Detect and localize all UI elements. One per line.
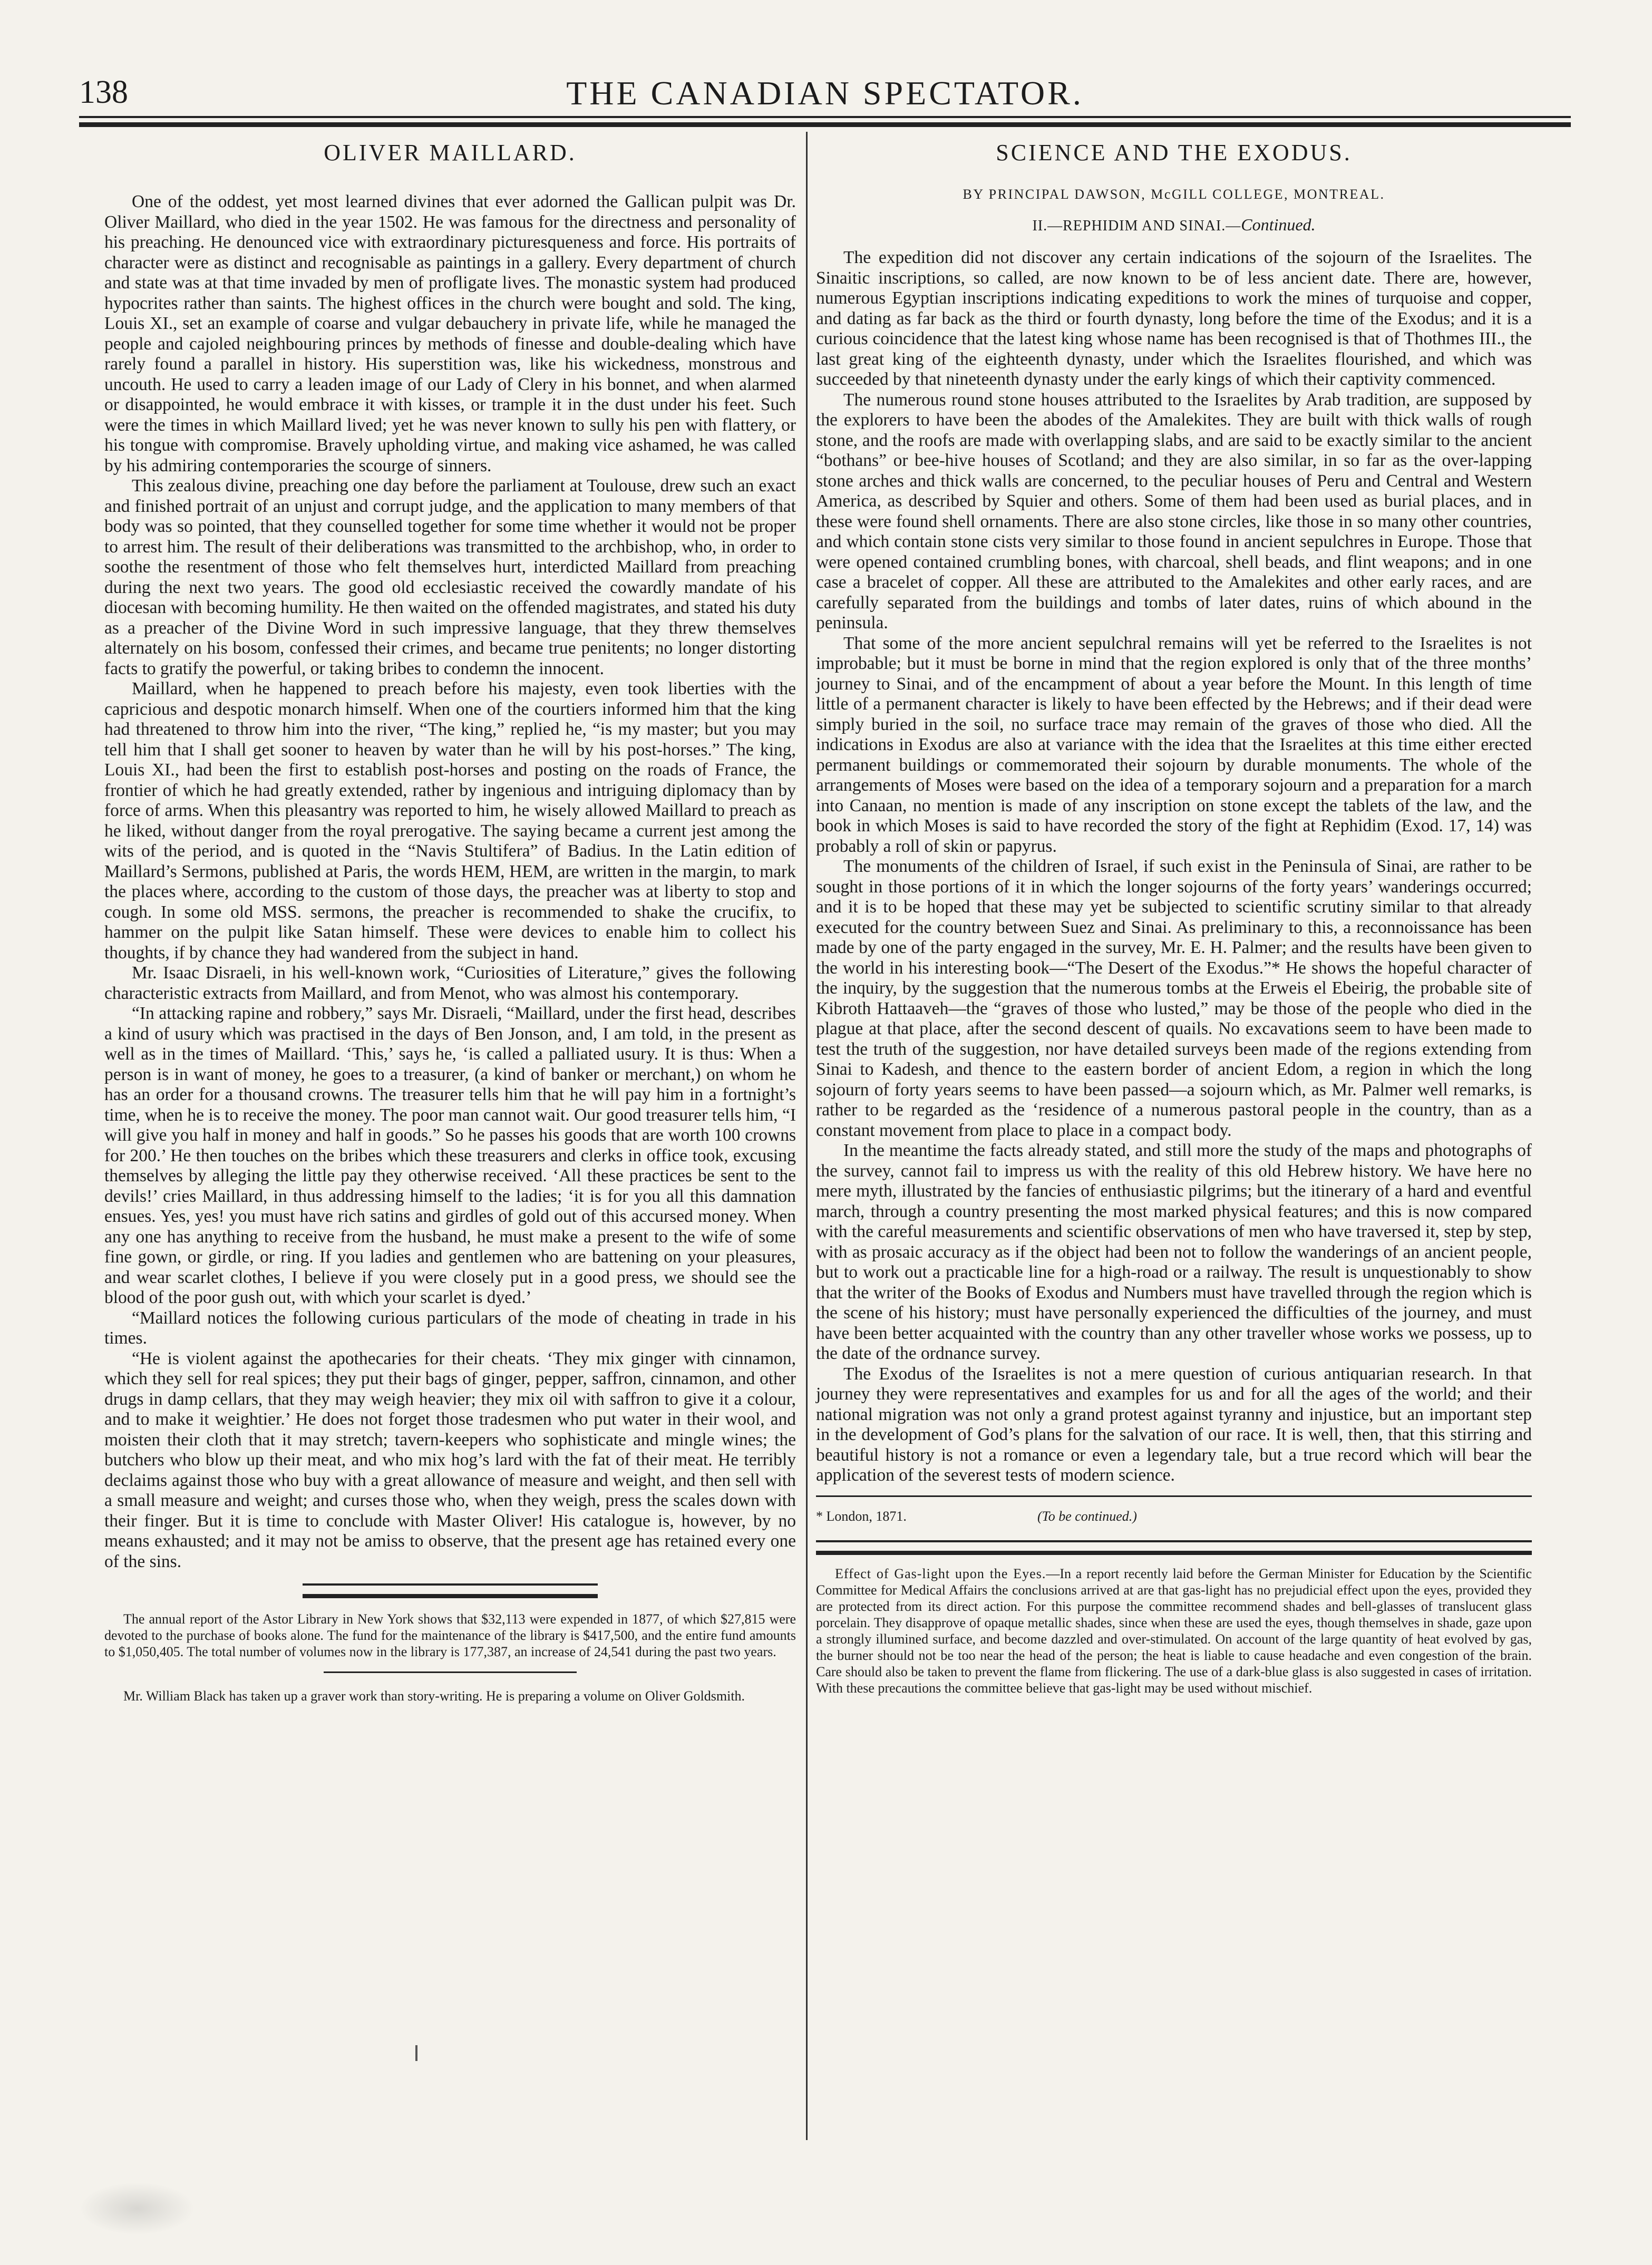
section-continued: Continued.	[1241, 215, 1316, 234]
section-separator	[303, 1583, 598, 1598]
page-number: 138	[79, 74, 128, 110]
column-divider	[806, 132, 808, 2140]
print-mark	[415, 2045, 417, 2061]
article-paragraph: That some of the more ancient sepulchral remains will yet be referred to the Israelites is not improbable; but it must be borne in mind that the region explored is only that of the three months’ journey to Sinai, and of the encampment of about a year before the Mount. In this length of time little of a permanent character is likely to have been effected by the Hebrews; and if their dead were simply buried in the soil, no surface trace may remain of the graves of those who died. All the indications in Exodus are also at variance with the idea that the Israelites at this time either erected permanent buildings or commemorated their sojourn by durable monuments. The whole of the arrangements of Moses were based on the idea of a temporary sojourn and a preparation for a march into Canaan, no mention is made of any inscription on stone except the tablets of the law, and the book in which Moses is said to have recorded the story of the fight at Rephidim (Exod. 17, 14) was probably a roll of skin or papyrus.	[816, 633, 1532, 856]
article-paragraph: The expedition did not discover any certain indications of the sojourn of the Israelites. The Sinaitic inscriptions, so called, are now known to be of less ancient date. There are, however, numerous Egyptian inscriptions indicating expeditions to work the mines of turquoise and copper, and dating as far back as the third or fourth dynasty, long before the time of the Exodus; and it is a curious coincidence that the latest king whose name has been recognised is that of Thothmes III., the last great king of the eighteenth dynasty, under which the Israelites flourished, and which was succeeded by that nineteenth dynasty under the early kings of which their captivity commenced.	[816, 248, 1532, 389]
footnote: * London, 1871.	[816, 1508, 907, 1524]
news-note-william-black	[104, 1688, 796, 1704]
left-column	[104, 137, 796, 1704]
article-title-maillard: OLIVER MAILLARD.	[324, 140, 577, 166]
article-paragraph: The Exodus of the Israelites is not a mere question of curious antiquarian research. In that journey they were representatives and examples for us and for all the ages of the world; and their national migration was not only a grand protest against tyranny and injustice, but an important step in the development of God’s plans for the salvation of our race. It is well, then, that this stirring and beautiful history is not a romance or even a legendary tale, but a true record which will bear the application of the severest tests of modern science.	[816, 1364, 1532, 1485]
footnote-row	[816, 1506, 1532, 1527]
note-paragraph: The annual report of the Astor Library in New York shows that $32,113 were expended in 1877, of which $27,815 were devoted to the purchase of books alone. The fund for the maintenance of the library is $417,500, and the entire fund amounts to $1,050,405. The total number of volumes now in the library is 177,387, an increase of 24,541 during the past two years.	[104, 1611, 796, 1659]
publication-title: THE CANADIAN SPECTATOR.	[566, 74, 1084, 112]
header-rule-thick	[79, 122, 1571, 127]
article-paragraph: Maillard, when he happened to preach before his majesty, even took liberties with the capricious and despotic monarch himself. When one of the courtiers informed him that the king had threatened to throw him into the river, “The king,” replied he, “is my master; but you may tell him that I shall get sooner to heaven by water than he will by his post-horses.” The king, Louis XI., had been the first to establish post-horses and posting on the roads of France, the frontier of which he had greatly extended, rather by ingenious and intriguing diplomacy than by force of arms. When this pleasantry was reported to him, he wisely allowed Maillard to preach as he liked, without danger from the royal prerogative. The saying became a current jest among the wits of the period, and is quoted in the “Navis Stultifera” of Badius. In the Latin edition of Maillard’s Sermons, published at Paris, the words HEM, HEM, are written in the margin, to mark the places where, according to the custom of those days, the preacher was at liberty to stop and cough. In some old MSS. sermons, the preacher is recommended to shake the crucifix, to hammer on the pulpit like Satan himself. These were devices to enable him to collect his thoughts, if by chance they had wandered from the subject in hand.	[104, 679, 796, 963]
article-paragraph: “He is violent against the apothecaries for their cheats. ‘They mix ginger with cinnamon, which they sell for real spices; they put their bags of ginger, pepper, saffron, cinnamon, and other drugs in damp cellars, that they may weigh heavier; they mix oil with saffron to give it a colour, and to make it weightier.’ He does not forget those tradesmen who put water in their wool, and moisten their cloth that it may stretch; tavern-keepers who sophisticate and mingle wines; the butchers who blow up their meat, and who mix hog’s lard with the fat of their meat. He terribly declaims against those who buy with a great allowance of measure and weight, and then sell with a small measure and weight; and curses those who, when they weigh, press the scales down with their finger. But it is time to conclude with Master Oliver! His catalogue is, however, by no means exhausted; and it may not be amiss to observe, that the present age has retained every one of the sins.	[104, 1348, 796, 1571]
footnote-rule	[816, 1495, 1532, 1497]
section-heading	[816, 215, 1532, 237]
section-separator	[816, 1540, 1532, 1555]
article-paragraph: In the meantime the facts already stated, and still more the study of the maps and photographs of the survey, cannot fail to impress us with the reality of this old Hebrew history. We have here no mere myth, illustrated by the fancies of enthusiastic pilgrims; but the itinerary of a hard and eventful march, through a country presenting the most marked physical features; and this is now compared with the careful measurements and scientific observations of men who have traversed it, step by step, with as prosaic accuracy as if the object had been not to follow the wanderings of an ancient people, but to work out a practicable line for a high-road or a railway. The result is unquestionably to show that the writer of the Books of Exodus and Numbers must have travelled through the region which is the scene of his history; must have personally experienced the difficulties of the journey, and must have been better acquainted with the country than any other traveller whose works we possess, up to the date of the ordnance survey.	[816, 1141, 1532, 1363]
article-paragraph: “Maillard notices the following curious particulars of the mode of cheating in trade in his times.	[104, 1308, 796, 1348]
article-paragraph: “In attacking rapine and robbery,” says Mr. Disraeli, “Maillard, under the first head, describes a kind of usury which was practised in the days of Ben Jonson, and, I am told, in the present as well as in the times of Maillard. ‘This,’ says he, ‘is called a palliated usury. It is thus: When a person is in want of money, he goes to a treasurer, (a kind of banker or merchant,) on whom he has an order for a thousand crowns. The treasurer tells him that he will pay him in a fortnight’s time, when he is to receive the money. The poor man cannot wait. Our good treasurer tells him, “I will give you half in money and half in goods.” So he passes his goods that are worth 100 crowns for 200.’ He then touches on the bribes which these treasurers and clerks in office took, excusing themselves by alleging the little pay they otherwise received. ‘All these practices be sent to the devils!’ cries Maillard, in thus addressing himself to the ladies; ‘it is for you all this damnation ensues. Yes, yes! you must have rich satins and girdles of gold out of this accursed money. When any one has anything to receive from the husband, he must make a present to the wife of some fine gown, or girdle, or ring. If you ladies and gentlemen who are battening on your pleasures, and wear scarlet clothes, I believe if you were closely put in a good press, we should see the blood of the poor gush out, with which your scarlet is dyed.’	[104, 1004, 796, 1307]
article-paragraph: One of the oddest, yet most learned divines that ever adorned the Gallican pulpit was Dr. Oliver Maillard, who died in the year 1502. He was famous for the directness and personality of his preaching. He denounced vice with extraordinary picturesqueness and force. His portraits of character were as distinct and recognisable as paintings in a gallery. Every department of church and state was at that time invaded by men of profligate lives. The monastic system had produced hypocrites rather than saints. The highest offices in the church were bought and sold. The king, Louis XI., set an example of coarse and vulgar debauchery in private life, while he managed the people and cajoled neighbouring princes by methods of finesse and double-dealing which have rarely found a parallel in history. His superstition was, like his wickedness, monstrous and uncouth. He used to carry a leaden image of our Lady of Clery in his bonnet, and when alarmed or disappointed, he would embrace it with kisses, or trample it in the dust under his feet. Such were the times in which Maillard lived; yet he was never known to sully his pen with flattery, or his tongue with compromise. Bravely upholding virtue, and making vice ashamed, he was called by his admiring contemporaries the scourge of sinners.	[104, 192, 796, 475]
to-be-continued: (To be continued.)	[1037, 1508, 1137, 1524]
page-smudge	[79, 2182, 195, 2235]
article-byline: BY PRINCIPAL DAWSON, McGILL COLLEGE, MONTREAL.	[963, 187, 1385, 202]
note-separator	[324, 1671, 577, 1673]
note-paragraph: Mr. William Black has taken up a graver work than story-writing. He is preparing a volume on Oliver Goldsmith.	[123, 1688, 745, 1704]
header-rule	[79, 116, 1571, 118]
article-paragraph: Mr. Isaac Disraeli, in his well-known work, “Curiosities of Literature,” gives the following characteristic extracts from Maillard, and from Menot, who was almost his contemporary.	[104, 963, 796, 1003]
news-note-astor-library	[104, 1611, 796, 1660]
article-paragraph: This zealous divine, preaching one day before the parliament at Toulouse, drew such an exact and finished portrait of an unjust and corrupt judge, and the application to many members of that body was so pointed, that they counselled together for some time whether it would not be proper to arrest him. The result of their deliberations was transmitted to the archbishop, who, in order to soothe the resentment of those who felt themselves hurt, interdicted Maillard from preaching during the next two years. The good old ecclesiastic received the cowardly mandate of his diocesan with becoming humility. He then waited on the offended magistrates, and stated his duty as a preacher of the Divine Word in such impressive language, that they threw themselves alternately on his bosom, confessed their crimes, and became true penitents; no longer distorting facts to gratify the powerful, or taking bribes to condemn the innocent.	[104, 476, 796, 678]
section-label: II.—REPHIDIM AND SINAI.—	[1032, 217, 1241, 234]
news-note-gaslight	[816, 1566, 1532, 1696]
page-header	[79, 74, 1571, 116]
right-column	[816, 137, 1532, 1696]
note-heading: Effect of Gas-light upon the Eyes.	[835, 1566, 1046, 1581]
article-paragraph: The monuments of the children of Israel, if such exist in the Peninsula of Sinai, are rather to be sought in those portions of it in which the longer sojourns of the forty years’ wanderings occurred; and it is to be hoped that these may yet be subjected to scientific scrutiny similar to that already executed for the country between Suez and Sinai. As preliminary to this, a reconnoissance has been made by one of the party engaged in the survey, Mr. E. H. Palmer; and the results have been given to the world in his interesting book—“The Desert of the Exodus.”* He shows the hopeful character of the inquiry, by the suggestion that the numerous tombs at the Erweis el Ebeirig, the probable site of Kibroth Hattaaveh—the “graves of those who lusted,” may be those of the people who died in the plague at that place, after the second descent of quails. No excavations seem to have been made to test the truth of the suggestion, nor have detailed surveys been made of the regions extending from Sinai to Kadesh, and thence to the eastern border of ancient Edom, a region in which the long sojourn of forty years seems to have been passed—a sojourn which, as Mr. Palmer well remarks, is rather to be regarded as the ‘residence of a numerous pastoral people in the country, than as a constant movement from place to place in a compact body.	[816, 857, 1532, 1140]
note-body: —In a report recently laid before the German Minister for Education by the Scientific Committee for Medical Affairs the conclusions arrived at are that gas-light has no prejudicial effect upon the eyes, provided they are protected from its direct action. For this purpose the committee recommend shades and bell-glasses of translucent glass porcelain. They disapprove of opaque metallic shades, since when these are used the eyes, though themselves in shade, gaze upon a strongly illumined surface, and become dazzled and over-stimulated. On account of the large quantity of heat evolved by gas, the burner should not be too near the head of the person; the heat is liable to cause headache and even congestion of the brain. Care should also be taken to prevent the flame from flickering. The use of a dark-blue glass is also suggested in cases of irritation. With these precautions the committee believe that gas-light may be used without mischief.	[816, 1566, 1532, 1696]
article-title-exodus: SCIENCE AND THE EXODUS.	[996, 140, 1352, 166]
article-paragraph: The numerous round stone houses attributed to the Israelites by Arab tradition, are supposed by the explorers to have been the abodes of the Amalekites. They are built with thick walls of rough stone, and the roofs are made with overlapping slabs, and are said to be exactly similar to the ancient “bothans” or bee-hive houses of Scotland; and they are also similar, in so far as the over-lapping stone arches and thick walls are concerned, to the peculiar houses of Peru and Central and Western America, as described by Squier and others. Some of them had been used as burial places, and in these were found shell ornaments. There are also stone circles, like those in so many other countries, and which contain stone cists very similar to those found in ancient sepulchres in Europe. Those that were opened contained crumbling bones, with charcoal, shell beads, and flint weapons; and in one case a bracelet of copper. All these are attributed to the Amalekites and other early races, and are carefully separated from the buildings and tombs of later dates, ruins of which abound in the peninsula.	[816, 390, 1532, 633]
